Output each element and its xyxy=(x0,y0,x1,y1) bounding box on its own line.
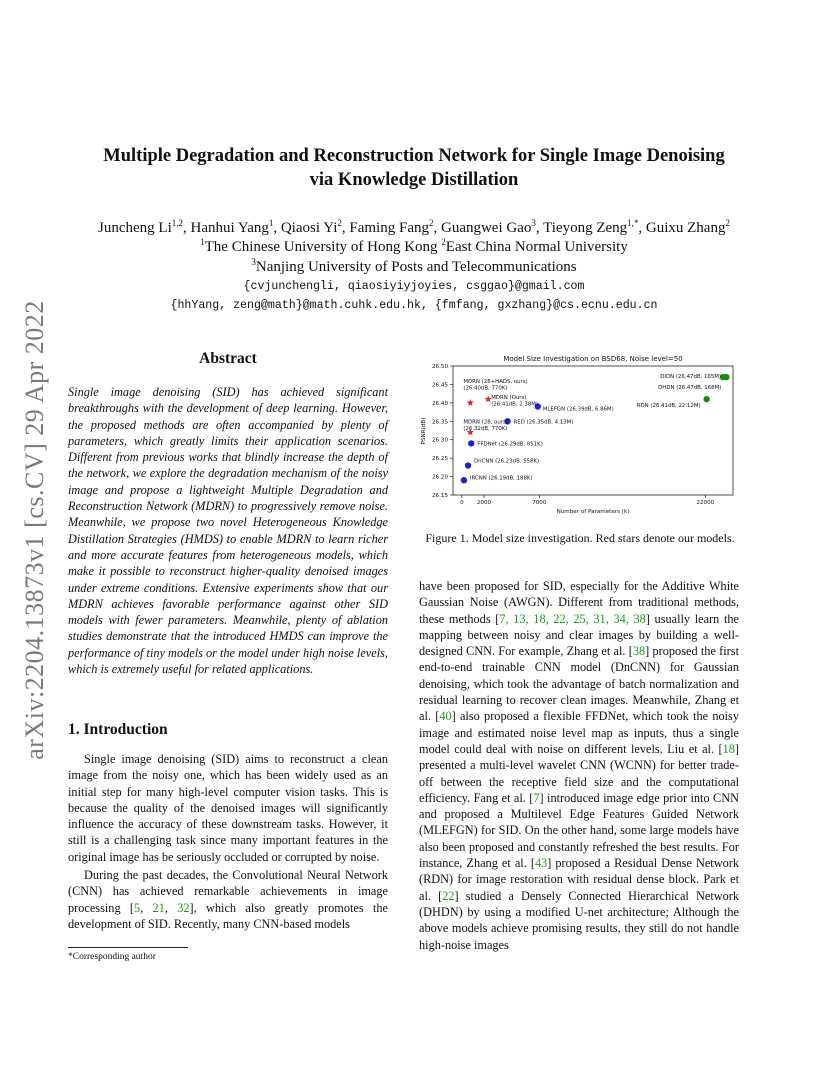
x-tick-label: 22000 xyxy=(696,500,715,506)
point-labels xyxy=(463,374,721,481)
citation-link[interactable]: 38 xyxy=(632,644,646,659)
affil-sup: 2 xyxy=(441,237,446,247)
x-tick-label: 2000 xyxy=(476,500,492,506)
affil-name: The Chinese University of Hong Kong xyxy=(204,239,438,255)
text-run: ], which also greatly promotes the development of SID. Recently, many CNN-based models xyxy=(68,900,389,931)
citation-link[interactable]: 40 xyxy=(439,709,452,724)
star-marker xyxy=(467,399,474,406)
x-axis xyxy=(460,495,715,506)
citation-link[interactable]: 5 xyxy=(134,900,141,915)
text-run: During the past decades, the Convolutional Neural Network (CNN) has achieved remarkable achievements in image processing [ xyxy=(68,868,388,915)
text-run: ] proposed the first end-to-end trainable CNN model (DnCNN) for Gaussian denoising, which took the advantage of batch normalization and residual learning to recover clean images. Meanwhile, Zhang et al. [ xyxy=(419,644,739,724)
point-label: DnCNN (26.23dB, 558K) xyxy=(474,458,540,465)
text-run: ] proposed a Residual Dense Network (RDN) for image restoration with residual dense block. Park et al. [ xyxy=(419,856,739,903)
email-line-2: {hhYang, zeng@math}@math.cuhk.edu.hk, {fmfang, gxzhang}@cs.ecnu.edu.cn xyxy=(170,299,658,312)
author-sup: 1,2 xyxy=(171,218,184,228)
circle-marker xyxy=(703,396,709,402)
point-label: MDRN (28+HADS, ours) (26.40dB, 770K) xyxy=(463,378,528,392)
affiliation-line-1 xyxy=(60,238,768,257)
citation-link[interactable]: 32 xyxy=(177,900,190,915)
y-tick-label: 26.50 xyxy=(431,364,448,370)
section-heading-introduction: 1. Introduction xyxy=(68,721,168,738)
circle-marker xyxy=(723,374,729,380)
y-axis xyxy=(432,364,453,499)
author-name: Hanhui Yang xyxy=(190,220,269,236)
author-sup: 3 xyxy=(531,218,536,228)
point-label: MLEFGN (26.39dB, 6.86M) xyxy=(542,406,614,413)
y-tick-label: 26.45 xyxy=(431,382,448,389)
text-run: ] studied a Densely Connected Hierarchical Network (DHDN) by using a modified U-net architecture; Although the above models achieve promising results, they still do not handle high-noise images xyxy=(419,888,740,952)
author-sup: 2 xyxy=(428,218,434,228)
author-name: Juncheng Li xyxy=(98,220,172,236)
affil-sup: 3 xyxy=(251,257,256,267)
y-tick-label: 26.40 xyxy=(431,400,448,407)
right-column-body xyxy=(419,578,739,953)
citation-link[interactable]: 22 xyxy=(442,888,455,903)
y-tick-label: 26.25 xyxy=(431,456,448,463)
text-run: ] usually learn the mapping between noisy and clear images by building a well-designed CNN. For example, Zhang et al. [ xyxy=(419,611,739,659)
y-tick-label: 26.30 xyxy=(431,437,448,444)
author-sup: 1,* xyxy=(627,218,639,228)
point-label: DIDN (26.47dB, 165M) xyxy=(660,374,722,381)
y-tick-label: 26.35 xyxy=(431,419,448,426)
title-line-2: via Knowledge Distillation xyxy=(309,170,519,190)
citation-list[interactable]: 7, 13, 18, 22, 25, 31, 34, 38 xyxy=(499,611,646,626)
point-label: IRCNN (26.19dB, 188K) xyxy=(469,475,533,482)
y-tick-label: 26.20 xyxy=(431,474,448,481)
y-tick-label: 26.15 xyxy=(431,493,448,499)
point-label: MDRN (Ours) (26.41dB, 2.38M) xyxy=(491,395,539,408)
author-sup: 2 xyxy=(337,218,342,228)
intro-paragraph-2: During the past decades, the Convolutional Neural Network (CNN) has achieved remarkable achievements in image processing [5, 21, 32], which also greatly promotes the development of SID. Recently, many CNN-based models xyxy=(68,868,389,931)
affil-name: East China Normal University xyxy=(445,239,628,255)
citation-link[interactable]: 43 xyxy=(534,856,548,871)
author-list: Juncheng Li$^{1,2}$, Hanhui Yang$^1$, Qiaosi Yi$^2$, Faming Fang$^2$, Guangwei Gao$^3$, Tieyong Zeng$^{1,*}$, Guixu Zhang$^2$ xyxy=(98,218,730,236)
footnote: *Corresponding author xyxy=(68,952,156,962)
point-label: FFDNet (26.29dB, 851K) xyxy=(477,441,543,448)
text-run: ] also proposed a flexible FFDNet, which took the noisy image and estimated noise level map as inputs, thus a single model could deal with noise on different levels. Liu et al. [ xyxy=(419,709,739,756)
intro-body xyxy=(68,751,388,932)
point-label: DHDN (26.47dB, 168M) xyxy=(658,385,722,392)
footnote-divider xyxy=(68,947,188,948)
x-tick-label: 7000 xyxy=(532,500,547,506)
citation-link[interactable]: 21 xyxy=(152,900,165,915)
point-label: RDN (26.41dB, 22.12M) xyxy=(636,403,701,410)
chart-title: Model Size Investigation on BSD68, Noise level=50 xyxy=(503,355,683,363)
x-axis-label: Number of Parameters (k) xyxy=(556,509,630,515)
email-line-1: {cvjunchengli, qiaosiyiyjoyies, csggao}@gmail.com xyxy=(243,280,585,293)
model-size-chart xyxy=(419,351,741,523)
author-sup: 2 xyxy=(725,218,730,228)
author-name: Faming Fang xyxy=(349,220,429,236)
abstract-heading: Abstract xyxy=(199,350,257,367)
text-run: ] presented a multi-level wavelet CNN (WCNN) for better trade-off between the receptive field size and the computational efficiency. Fang et al. [ xyxy=(419,741,739,805)
author-name: Tieyong Zeng xyxy=(543,220,628,236)
circle-marker xyxy=(465,462,471,468)
author-name: Guixu Zhang xyxy=(645,220,726,236)
point-label: MDRN (28, ours) (26.32dB, 770K) xyxy=(463,419,508,432)
citation-link[interactable]: 7 xyxy=(533,790,540,805)
author-sup: 1 xyxy=(268,218,274,228)
affil-name: Nanjing University of Posts and Telecommunications xyxy=(255,259,577,275)
affiliation-line-2 xyxy=(60,258,768,277)
citation-link[interactable]: 18 xyxy=(722,741,735,756)
circle-marker xyxy=(461,477,467,483)
x-tick-label: 0 xyxy=(460,500,464,506)
y-axis-label: PSNR(dB) xyxy=(421,417,427,445)
paper-title xyxy=(60,144,768,192)
text-run: ] introduced image edge prior into CNN and proposed a Multilevel Edge Features Guided Network (MLEFGN) for SID. On the other hand, some large models have also been proposed and constantly refreshed the best results. For instance, Zhang et al. [ xyxy=(419,790,739,871)
affil-sup: 1 xyxy=(200,237,205,247)
text-run: have been proposed for SID, especially for the Additive White Gaussian Noise (AWGN). Different from traditional methods, these methods [ xyxy=(419,579,739,626)
author-name: Qiaosi Yi xyxy=(280,220,338,236)
figure-caption: Figure 1. Model size investigation. Red stars denote our models. xyxy=(425,531,735,545)
arxiv-sidebar xyxy=(14,300,56,760)
intro-paragraph-1: Single image denoising (SID) aims to reconstruct a clean image from the noisy one, which has been widely used as an initial step for many high-level computer vision tasks. This is because the quality of the denoised images will significantly influence the accuracy of these downstream tasks. However, it still is a challenging task since many important features in the original image has be seriously occluded or corrupted by noise. xyxy=(68,752,388,864)
author-name: Guangwei Gao xyxy=(440,220,532,236)
title-line-1: Multiple Degradation and Reconstruction Network for Single Image Denoising xyxy=(103,146,725,166)
abstract-body: Single image denoising (SID) has achieved significant breakthroughs with the development of deep learning. However, the proposed methods are often accompanied by plenty of parameters, which greatly limits their application scenarios. Different from previous works that blindly increase the depth of the network, we explore the degradation mechanism of the noisy image and propose a lightweight Multiple Degradation and Reconstruction Network (MDRN) to progressively remove noise. Meanwhile, we propose two novel Heterogeneous Knowledge Distillation Strategies (HMDS) to enable MDRN to learn richer and more accurate features from heterogeneous models, which make it possible to reconstruct higher-quality denoised images under extreme conditions. Extensive experiments show that our MDRN achieves favorable performance against other SID models with fewer parameters. Meanwhile, plenty of ablation studies demonstrate that the introduced HMDS can improve the performance of tiny models or the model under high noise levels, which is extremely useful for related applications. xyxy=(68,385,389,677)
arxiv-identifier: arXiv:2204.13873v1 [cs.CV] 29 Apr 2022 xyxy=(20,300,49,760)
circle-marker xyxy=(468,440,474,446)
point-label: RED (26.35dB, 4.13M) xyxy=(513,419,574,426)
